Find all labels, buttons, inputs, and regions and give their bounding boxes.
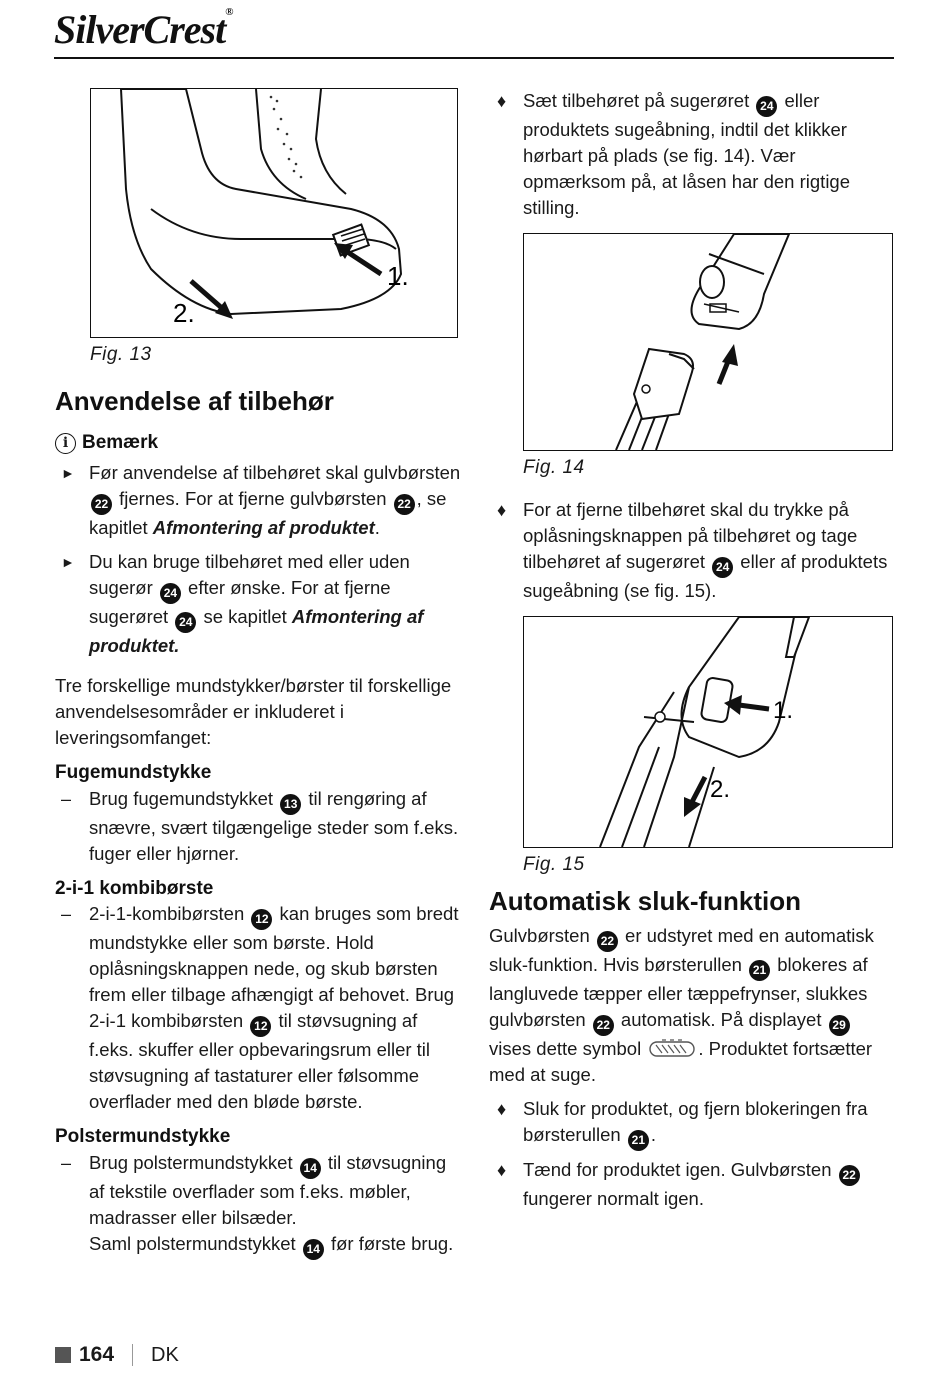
fig15-caption: Fig. 15 [523, 854, 585, 875]
footer-divider [132, 1344, 133, 1366]
section-heading-auto-off: Automatisk sluk-funktion [489, 886, 802, 916]
fig13-label-1: 1. [387, 261, 409, 291]
diamond-bullet-icon: ♦ [497, 500, 507, 520]
dash-bullet-icon: – [61, 788, 72, 809]
info-icon: i [55, 433, 76, 454]
list-item: ♦ Tænd for produktet igen. Gulvbørsten 22 fungerer normalt igen. [489, 1157, 894, 1212]
list-item: ♦ For at fjerne tilbehøret skal du trykke på oplåsningsknappen på tilbehøret og tage tilbehøret af sugerøret 24 eller af produktets sugeåbning (se fig. 15). [497, 499, 888, 601]
combi-list [55, 901, 465, 1115]
note-list [55, 460, 465, 659]
auto-off-list [489, 1096, 894, 1212]
header-rule [54, 57, 894, 59]
fig13-label-2: 2. [173, 298, 195, 328]
dash-bullet-icon: – [61, 1152, 72, 1173]
crevice-list [55, 786, 465, 867]
note-item: ► Du kan bruge tilbehøret med eller uden sugerør 24 efter ønske. For at fjerne sugerøret 24 se kapitlet Afmontering af produktet. [61, 550, 424, 656]
dash-bullet-icon: – [61, 904, 72, 925]
arrow-bullet-icon: ► [61, 553, 75, 570]
left-column [55, 88, 465, 1260]
footer-square-icon [55, 1347, 71, 1363]
fig14-caption: Fig. 14 [523, 457, 585, 478]
blocked-brush-symbol-icon [648, 1039, 696, 1059]
diamond-bullet-icon: ♦ [497, 1099, 507, 1120]
diamond-bullet-icon: ♦ [497, 91, 507, 111]
list-item: – Brug polstermundstykket 14 til støvsugning af tekstile overflader som f.eks. møbler, madrasser eller bilsæder. Saml polstermundstykket 14 før første brug. [55, 1150, 465, 1260]
page-footer [55, 1343, 179, 1367]
figure-15 [523, 616, 893, 848]
brand-logo: SilverCrest® [54, 6, 233, 52]
list-item: ♦ Sluk for produktet, og fjern blokeringen fra børsterullen 21 . [489, 1096, 894, 1151]
page-number: 164 [79, 1343, 115, 1366]
diamond-bullet-icon: ♦ [497, 1160, 507, 1181]
section-heading-accessories: Anvendelse af tilbehør [55, 386, 334, 416]
right-column [489, 88, 894, 1212]
subheading-upholstery: Polstermundstykke [55, 1126, 231, 1148]
intro-paragraph: Tre forskellige mundstykker/børster til forskellige anvendelsesområder er inkluderet i leveringsomfanget: [55, 674, 452, 748]
note-title: Bemærk [82, 432, 159, 454]
fig15-illustration [524, 617, 892, 847]
note-item: ► Før anvendelse af tilbehøret skal gulvbørsten 22 fjernes. For at fjerne gulvbørsten 22 , se kapitlet Afmontering af produktet. [61, 461, 461, 538]
figure-13 [90, 88, 458, 338]
list-item: – 2-i-1-kombibørsten 12 kan bruges som bredt mundstykke eller som børste. Hold oplåsningsknappen nede, og skub børsten frem eller tilbage afhængigt af behovet. Brug 2-i-1 kombibørsten 12 til støvsugning af f.eks. skuffer eller opbevaringsrum eller til støvsugning af tastaturer eller følsomme overflader med den bløde børste. [61, 903, 459, 1113]
fig13-illustration [91, 89, 457, 337]
attach-list [489, 88, 894, 221]
subheading-combi-brush: 2-i-1 kombibørste [55, 877, 214, 899]
list-item: ♦ Sæt tilbehøret på sugerøret 24 eller produktets sugeåbning, indtil det klikker hørbart på plads (se fig. 14). Vær opmærksom på, at låsen har den rigtige stilling. [497, 90, 851, 218]
fig13-caption: Fig. 13 [90, 344, 152, 365]
fig15-label-2: 2. [710, 776, 731, 803]
arrow-bullet-icon: ► [61, 464, 75, 481]
note-header [55, 431, 465, 456]
fig15-label-1: 1. [773, 697, 794, 724]
upholstery-list [55, 1150, 465, 1260]
fig14-illustration [524, 234, 892, 450]
list-item: – Brug fugemundstykket 13 til rengøring af snævre, svært tilgængelige steder som f.eks. fuger eller hjørner. [61, 787, 459, 864]
detach-list [489, 497, 894, 604]
language-code: DK [151, 1343, 179, 1366]
figure-14 [523, 233, 893, 451]
auto-off-paragraph: Gulvbørsten 22 er udstyret med en automatisk sluk-funktion. Hvis børsterullen 21 blokeres af langluvede tæpper eller tæppefrynser, slukkes gulvbørsten 22 automatisk. På displayet 29 vises dette symbol . Produktet fortsætter med at suge. [489, 925, 874, 1086]
subheading-crevice: Fugemundstykke [55, 761, 212, 783]
